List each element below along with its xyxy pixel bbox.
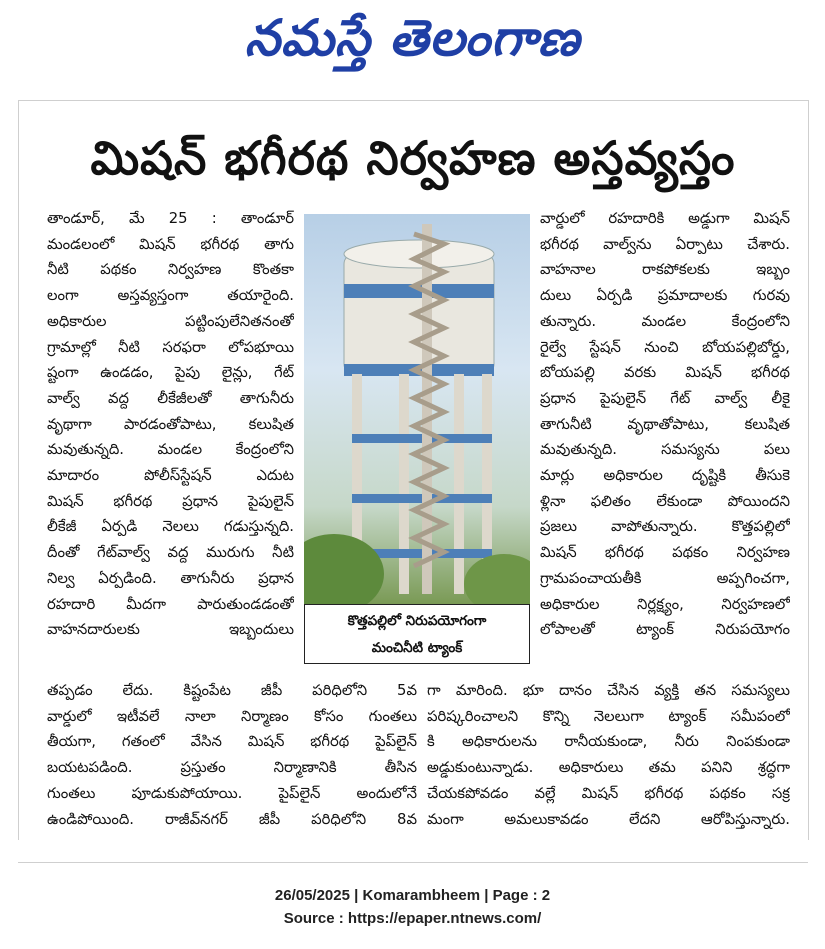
text-line: నీటి పథకం నిర్వహణ కొంతకా (47, 261, 294, 279)
text-line: వాల్వ్ వద్ద లీకేజీలతో తాగునీరు (47, 389, 294, 407)
water-tank-photo (304, 214, 530, 604)
page-footer (0, 884, 825, 930)
text-line: నిల్వ ఏర్పడింది. తాగునీరు ప్రధాన (47, 569, 294, 587)
text-line: దులు ఏర్పడి ప్రమాదాలకు గురవు (540, 287, 790, 305)
text-line: తప్పడం లేదు. కిష్టంపేట జీపీ పరిధిలోని 5వ (47, 682, 417, 699)
article-bottom-left (47, 678, 417, 832)
text-line: తాగునీటి వృథాతోపాటు, కలుషిత (540, 415, 790, 433)
frame-bottom-line (18, 862, 808, 863)
text-line: అడ్డుకుంటున్నాడు. అధికారులు తమ పనిని శ్రద్ధగా (427, 759, 790, 777)
text-line: వార్డులో ఇటీవలే నాలా నిర్మాణం కోసం గుంతలు (47, 707, 417, 725)
text-line: మాదారం పోలీస్‌స్టేషన్ ఎదుట (47, 467, 294, 485)
text-line: వార్డులో రహదారికి అడ్డుగా మిషన్ (540, 210, 790, 227)
article-column-left (47, 206, 294, 643)
text-line: రహదారి మీదగా పారుతుండడంతో (47, 595, 294, 613)
text-line: మవుతున్నది. సమస్యను పలు (540, 441, 790, 459)
water-tank-illustration (304, 214, 530, 604)
text-line: ప్రధాన పైపులైన్ గేట్ వాల్వ్ లీకై (540, 389, 790, 407)
text-line: దీంతో గేట్‌వాల్వ్ వద్ద మురుగు నీటి (47, 544, 294, 562)
text-line: గ్రామపంచాయతీకి అప్పగించగా, (540, 569, 790, 587)
text-line: మవుతున్నది. మండల కేంద్రంలోని (47, 441, 294, 459)
text-line: మార్లు అధికారుల దృష్టికి తీసుకె (540, 467, 790, 485)
text-line: రైల్వే స్టేషన్ నుంచి బోయపల్లిబోర్డు, (540, 338, 790, 356)
text-line: తీయగా, గతంలో వేసిన మిషన్ భగీరథ పైప్‌లైన్ (47, 733, 417, 751)
text-line: ళ్లినా ఫలితం లేకుండా పోయిందని (540, 492, 790, 510)
text-line: లీకేజీ ఏర్పడి నెలలు గడుస్తున్నది. (47, 518, 294, 536)
text-line: వృథాగా పారడంతోపాటు, కలుషిత (47, 415, 294, 433)
text-line: తున్నారు. మండల కేంద్రంలోని (540, 312, 790, 330)
text-line: బయటపడింది. ప్రస్తుతం నిర్మాణానికి తీసిన (47, 759, 417, 777)
frame-right-line (808, 100, 809, 840)
text-line: ఉండిపోయింది. రాజీవ్‌నగర్ జీపీ పరిధిలోని 8వ (47, 810, 417, 828)
text-line: మిషన్ భగీరథ ప్రధాన పైపులైన్ (47, 492, 294, 510)
text-line: గుంతలు పూడుకుపోయాయి. పైప్‌లైన్ అందులోనే (47, 784, 417, 802)
article-headline: మిషన్ భగీరథ నిర్వహణ అస్తవ్యస్తం (90, 131, 736, 185)
photo-caption (304, 604, 530, 664)
text-line: ష్టంగా ఉండడం, పైపు లైన్లు, గేట్ (47, 364, 294, 382)
text-line: అధికారుల నిర్లక్ష్యం, నిర్వహణలో (540, 595, 790, 613)
footer-source-link[interactable]: Source : https://epaper.ntnews.com/ (283, 910, 542, 927)
text-line: కి అధికారులను రానీయకుండా, నీరు నింపకుండా (427, 733, 790, 751)
newspaper-masthead: నమస్తే తెలంగాణ (244, 8, 581, 67)
frame-left-line (18, 100, 19, 840)
text-line: తాండూర్, మే 25 : తాండూర్ (47, 210, 294, 227)
caption-line: మంచినీటి ట్యాంక్ (371, 640, 463, 656)
text-line: గ్రామాల్లో నీటి సరఫరా లోపభూయి (47, 338, 294, 356)
text-line: భగీరథ వాల్వ్‌ను ఏర్పాటు చేశారు. (540, 235, 790, 253)
text-line: లోపాలతో ట్యాంక్ నిరుపయోగం (540, 621, 790, 639)
text-line: వాహనాల రాకపోకలకు ఇబ్బం (540, 261, 790, 279)
text-line: లంగా అస్తవ్యస్తంగా తయారైంది. (47, 287, 294, 305)
footer-date-edition: 26/05/2025 | Komarambheem | Page : 2 (274, 887, 551, 904)
article-column-right (540, 206, 790, 643)
text-line: పరిష్కరించాలని కొన్ని నెలలుగా ట్యాంక్ సమీపంలో (427, 707, 790, 725)
text-line: వాహనదారులకు ఇబ్బందులు (47, 621, 294, 639)
text-line: బోయపల్లి వరకు మిషన్ భగీరథ (540, 364, 790, 382)
text-line: గా మారింది. భూ దానం చేసిన వ్యక్తి తన సమస్యలు (427, 682, 790, 699)
text-line: అధికారుల పట్టింపులేనితనంతో (47, 312, 294, 330)
text-line: చేయకపోవడం వల్లే మిషన్ భగీరథ పథకం సక్ర (427, 784, 790, 802)
frame-top-line (18, 100, 808, 101)
caption-line: కొత్తపల్లిలో నిరుపయోగంగా (347, 613, 487, 629)
text-line: మండలంలో మిషన్ భగీరథ తాగు (47, 235, 294, 253)
text-line: ప్రజలు వాపోతున్నారు. కొత్తపల్లిలో (540, 518, 790, 536)
text-line: మంగా అమలుకావడం లేదని ఆరోపిస్తున్నారు. (427, 810, 790, 828)
text-line: మిషన్ భగీరథ పథకం నిర్వహణ (540, 544, 790, 562)
article-bottom-right (427, 678, 790, 832)
